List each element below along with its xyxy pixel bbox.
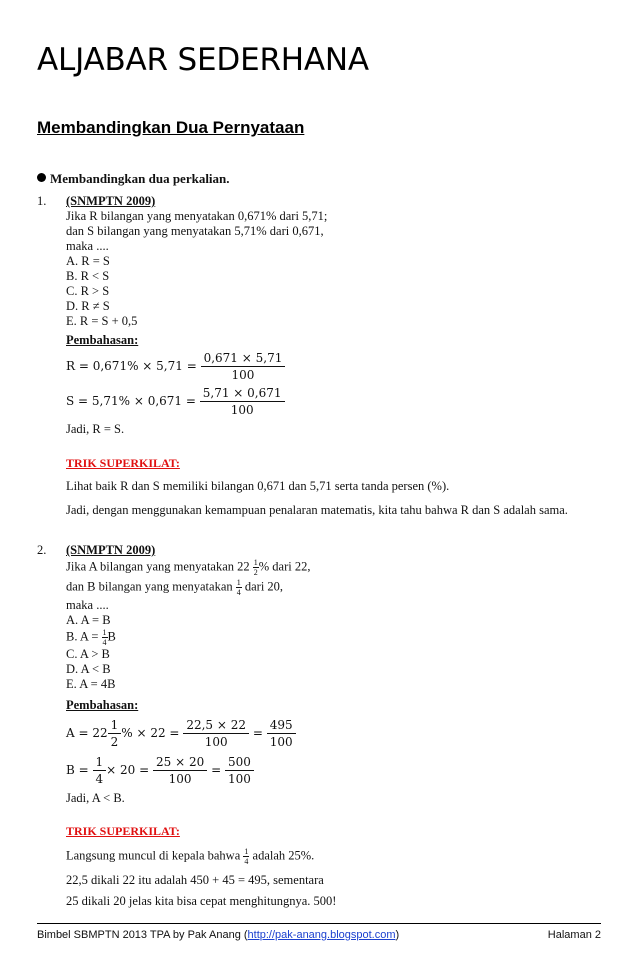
- trik-heading: TRIK SUPERKILAT:: [66, 824, 180, 838]
- question-text: dan S bilangan yang menyatakan 5,71% dari 0,671,: [66, 224, 324, 238]
- option-c: C. R > S: [66, 284, 110, 298]
- fraction-denominator: 4: [102, 638, 107, 647]
- question-text: [66, 578, 618, 598]
- question-text: maka ....: [66, 239, 109, 253]
- text-part: dan B bilangan yang menyatakan: [66, 579, 233, 594]
- question-number: 2.: [37, 543, 47, 557]
- option-c: C. A > B: [66, 647, 110, 661]
- fraction-numerator: 495: [267, 717, 296, 734]
- equals-sign: =: [252, 726, 263, 740]
- option-b: B. R < S: [66, 269, 110, 283]
- footer-text: Bimbel SBMPTN 2013 TPA by Pak Anang (: [37, 929, 248, 941]
- fraction-numerator: 1: [244, 847, 249, 856]
- fraction-denominator: 100: [230, 403, 254, 417]
- fraction-denominator: 100: [204, 735, 228, 749]
- conclusion: Jadi, A < B.: [66, 791, 125, 805]
- pembahasan-heading: Pembahasan:: [66, 333, 139, 347]
- fraction-numerator: 1: [102, 628, 107, 637]
- fraction-denominator: 4: [244, 857, 249, 866]
- equation-r: [66, 350, 618, 383]
- fraction-numerator: 1: [93, 754, 107, 771]
- option-e: E. A = 4B: [66, 677, 116, 691]
- text-part: B. A =: [66, 629, 99, 644]
- section-title: Membandingkan Dua Pernyataan: [37, 118, 305, 137]
- option-d: D. R ≠ S: [66, 299, 110, 313]
- text-part: Jika A bilangan yang menyatakan 22: [66, 559, 250, 574]
- fraction-denominator: 2: [253, 568, 258, 577]
- equation-lhs: B =: [66, 763, 89, 777]
- fraction-numerator: 22,5 × 22: [183, 717, 249, 734]
- fraction-numerator: 500: [225, 754, 254, 771]
- text-part: % dari 22,: [258, 559, 311, 574]
- fraction-denominator: 100: [227, 772, 251, 786]
- fraction-denominator: 4: [236, 588, 241, 597]
- text-part: dari 20,: [244, 579, 284, 594]
- equation-a: [66, 717, 618, 750]
- question-source: (SNMPTN 2009): [66, 194, 156, 208]
- equation-lhs: S = 5,71% × 0,671 =: [66, 394, 196, 408]
- equation-mid: % × 22 =: [121, 726, 180, 740]
- fraction-denominator: 100: [231, 368, 255, 382]
- page-number: Halaman 2: [547, 929, 601, 941]
- text-part: adalah 25%.: [252, 848, 315, 863]
- page-title: ALJABAR SEDERHANA: [37, 42, 369, 78]
- text-part: B: [107, 629, 116, 644]
- footer-link[interactable]: http://pak-anang.blogspot.com: [247, 929, 396, 941]
- question-source: (SNMPTN 2009): [66, 543, 156, 557]
- trik-text: Jadi, dengan menggunakan kemampuan penalaran matematis, kita tahu bahwa R dan S adalah sama.: [66, 503, 568, 517]
- question-1: [66, 194, 618, 518]
- trik-text: Lihat baik R dan S memiliki bilangan 0,671 dan 5,71 serta tanda persen (%).: [66, 479, 450, 493]
- fraction-denominator: 4: [95, 772, 104, 786]
- fraction-denominator: 100: [269, 735, 293, 749]
- equals-sign: =: [211, 763, 222, 777]
- question-text: maka ....: [66, 598, 109, 612]
- question-text: Jika R bilangan yang menyatakan 0,671% dari 5,71;: [66, 209, 328, 223]
- equation-mid: × 20 =: [106, 763, 150, 777]
- footer-text: ): [395, 929, 400, 941]
- fraction-numerator: 25 × 20: [153, 754, 207, 771]
- question-2: [66, 543, 618, 909]
- equation-s: [66, 385, 618, 418]
- footer-divider: [37, 923, 601, 924]
- fraction-numerator: 1: [108, 717, 122, 734]
- option-d: D. A < B: [66, 662, 111, 676]
- fraction-denominator: 100: [168, 772, 192, 786]
- question-number: 1.: [37, 194, 47, 208]
- text-part: Langsung muncul di kepala bahwa: [66, 848, 241, 863]
- question-text: [66, 558, 618, 578]
- fraction-numerator: 1: [253, 558, 258, 567]
- option-b: [66, 628, 618, 647]
- equation-lhs: A = 22: [66, 726, 108, 740]
- fraction-numerator: 1: [236, 578, 241, 587]
- pembahasan-heading: Pembahasan:: [66, 698, 139, 712]
- bullet-icon: [37, 173, 46, 182]
- footer-credit: [37, 928, 399, 943]
- equation-b: [66, 754, 618, 787]
- trik-heading: TRIK SUPERKILAT:: [66, 456, 180, 470]
- bullet-text: Membandingkan dua perkalian.: [50, 171, 230, 186]
- trik-text: 25 dikali 20 jelas kita bisa cepat menghitungnya. 500!: [66, 894, 337, 908]
- trik-text: 22,5 dikali 22 itu adalah 450 + 45 = 495, sementara: [66, 873, 324, 887]
- trik-text: [66, 847, 618, 867]
- fraction-numerator: 0,671 × 5,71: [201, 350, 286, 367]
- option-e: E. R = S + 0,5: [66, 314, 138, 328]
- bullet-heading: [37, 171, 230, 186]
- equation-lhs: R = 0,671% × 5,71 =: [66, 359, 197, 373]
- fraction-numerator: 5,71 × 0,671: [200, 385, 285, 402]
- option-a: A. A = B: [66, 613, 111, 627]
- conclusion: Jadi, R = S.: [66, 422, 125, 436]
- option-a: A. R = S: [66, 254, 110, 268]
- fraction-denominator: 2: [110, 735, 119, 749]
